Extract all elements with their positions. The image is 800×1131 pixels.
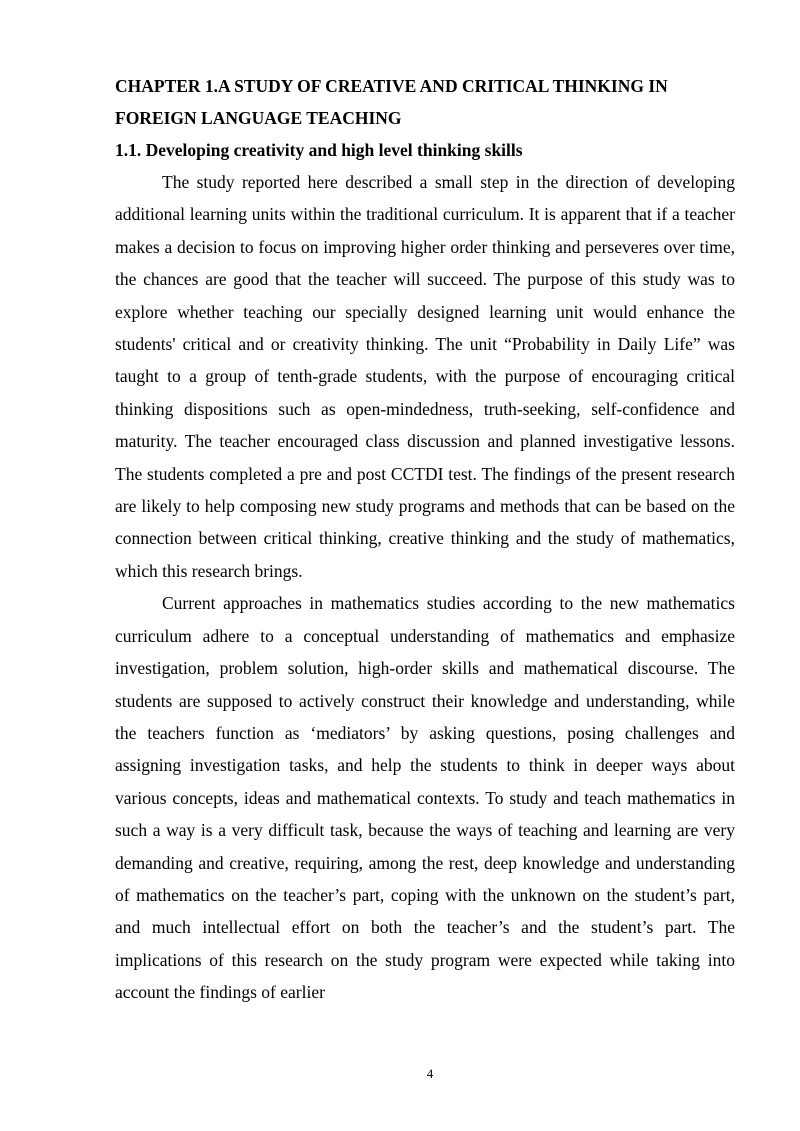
chapter-title: CHAPTER 1.A STUDY OF CREATIVE AND CRITICAL THINKING IN FOREIGN LANGUAGE TEACHING — [115, 76, 668, 128]
section-title: 1.1. Developing creativity and high level thinking skills — [115, 140, 523, 160]
page-content — [115, 70, 735, 1009]
body-paragraph: The study reported here described a small step in the direction of developing additional learning units within the traditional curriculum. It is apparent that if a teacher makes a decision to focus on improving higher order thinking and perseveres over time, the chances are good that the teacher will succeed. The purpose of this study was to explore whether teaching our specially designed learning unit would enhance the students' critical and or creativity thinking. The unit “Probability in Daily Life” was taught to a group of tenth-grade students, with the purpose of encouraging critical thinking dispositions such as open-mindedness, truth-seeking, self-confidence and maturity. The teacher encouraged class discussion and planned investigative lessons. The students completed a pre and post CCTDI test. The findings of the present research are likely to help composing new study programs and methods that can be based on the connection between critical thinking, creative thinking and the study of mathematics, which this research brings. — [115, 172, 735, 581]
body-paragraph: Current approaches in mathematics studies according to the new mathematics curriculum adhere to a conceptual understanding of mathematics and emphasize investigation, problem solution, high-order skills and mathematical discourse. The students are supposed to actively construct their knowledge and understanding, while the teachers function as ‘mediators’ by asking questions, posing challenges and assigning investigation tasks, and help the students to think in deeper ways about various concepts, ideas and mathematical contexts. To study and teach mathematics in such a way is a very difficult task, because the ways of teaching and learning are very demanding and creative, requiring, among the rest, deep knowledge and understanding of mathematics on the teacher’s part, coping with the unknown on the student’s part, and much intellectual effort on both the teacher’s and the student’s part. The implications of this research on the study program were expected while taking into account the findings of earlier — [115, 593, 735, 1003]
page-number: 4 — [426, 1066, 434, 1081]
